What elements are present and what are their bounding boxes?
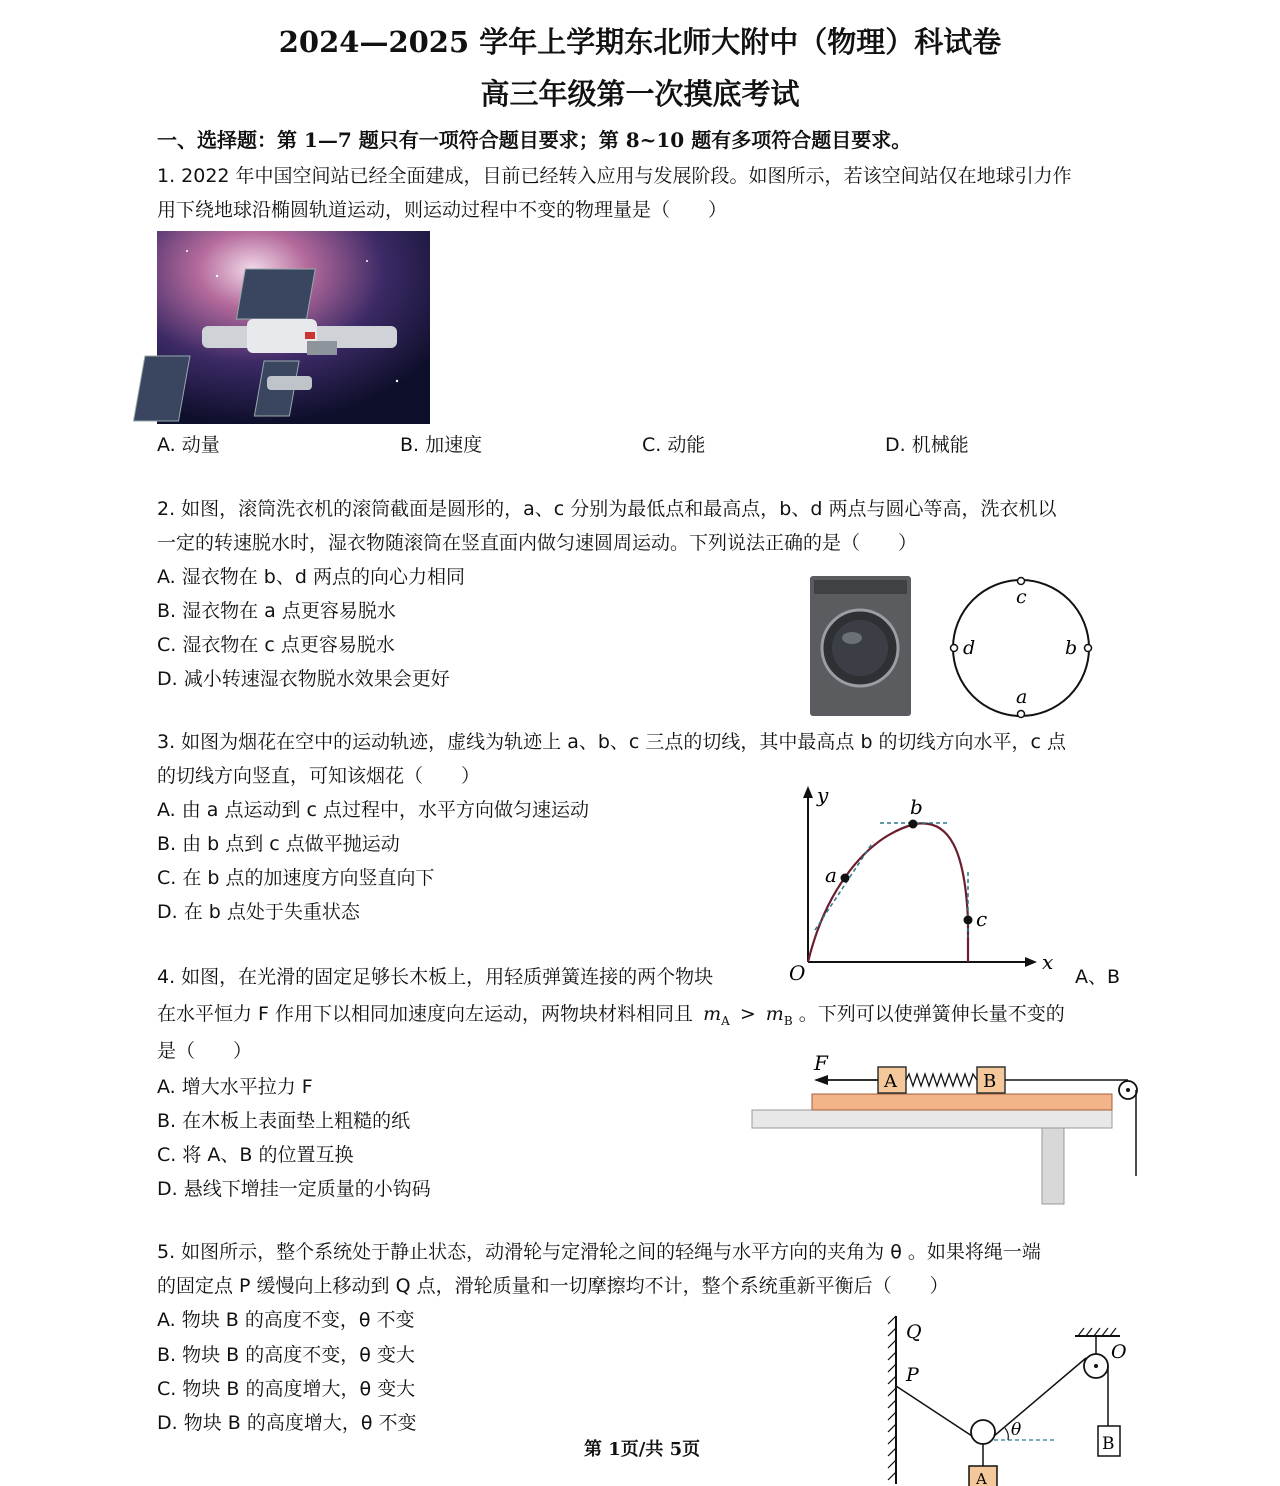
point-q-label: Q (906, 1321, 922, 1343)
firework-trajectory-diagram (785, 782, 1060, 987)
block-a-label: A (976, 1470, 987, 1486)
q4-line-2 (157, 1005, 1065, 1027)
q1-option-c: C. 动能 (642, 434, 706, 456)
point-b (909, 820, 918, 829)
x-axis-label: x (1042, 950, 1054, 974)
q4-line-2-tail: 。下列可以使弹簧伸长量不变的 (798, 1003, 1065, 1025)
page-number: 第 1页/共 5页 (584, 1439, 701, 1460)
q5-option-a: A. 物块 B 的高度不变，θ 不变 (157, 1309, 415, 1331)
block-a-label: A (884, 1071, 897, 1092)
q2-option-d: D. 减小转速湿衣物脱水效果会更好 (157, 668, 450, 690)
label-a: a (825, 863, 837, 887)
q4-line-2-text: 在水平恒力 F 作用下以相同加速度向左运动，两物块材料相同且 (157, 1003, 694, 1025)
q5-line-2: 的固定点 P 缓慢向上移动到 Q 点，滑轮质量和一切摩擦均不计，整个系统重新平衡后（ ） (157, 1275, 949, 1297)
greater-than: > (739, 1003, 756, 1025)
q2-option-b: B. 湿衣物在 a 点更容易脱水 (157, 600, 396, 622)
point-d-marker (951, 645, 958, 652)
q1-option-b: B. 加速度 (400, 434, 483, 456)
mass-a-subscript: A (721, 1013, 730, 1028)
q4-option-c: C. 将 A、B 的位置互换 (157, 1144, 354, 1166)
q4-line-3: 是（ ） (157, 1040, 253, 1062)
label-c: c (976, 907, 988, 931)
q1-option-d: D. 机械能 (885, 434, 969, 456)
q3-option-c: C. 在 b 点的加速度方向竖直向下 (157, 867, 435, 889)
spring-blocks-diagram (752, 1052, 1142, 1204)
point-p-label: P (906, 1364, 919, 1386)
q1-option-a: A. 动量 (157, 434, 220, 456)
point-b-marker (1085, 645, 1092, 652)
q4-line-1: 4. 如图，在光滑的固定足够长木板上，用轻质弹簧连接的两个物块 (157, 966, 714, 988)
pulley-system-diagram (880, 1316, 1135, 1484)
spring (906, 1074, 977, 1086)
theta-label: θ (1011, 1420, 1022, 1440)
label-b: b (1065, 637, 1078, 659)
q3-line-1: 3. 如图为烟花在空中的运动轨迹，虚线为轨迹上 a、b、c 三点的切线，其中最高点 b 的切线方向水平，c 点 (157, 731, 1067, 753)
section-heading: 一、选择题：第 1—7 题只有一项符合题目要求；第 8~10 题有多项符合题目要求。 (157, 128, 912, 152)
point-c (964, 916, 973, 925)
point-c-marker (1018, 578, 1025, 585)
q5-option-b: B. 物块 B 的高度不变，θ 变大 (157, 1344, 415, 1366)
q1-line-1: 1. 2022 年中国空间站已经全面建成，目前已经转入应用与发展阶段。如图所示，若该空间站仅在地球引力作 (157, 165, 1072, 187)
mass-b (765, 1003, 793, 1028)
space-station-image (157, 231, 430, 424)
q2-option-a: A. 湿衣物在 b、d 两点的向心力相同 (157, 566, 465, 588)
exam-title: 2024—2025 学年上学期东北师大附中（物理）科试卷 (278, 25, 1002, 59)
point-a-marker (1018, 711, 1025, 718)
force-label: F (814, 1051, 828, 1075)
block-b-label: B (1102, 1434, 1115, 1454)
washing-machine-image (810, 576, 911, 716)
label-d: d (963, 637, 976, 659)
mass-a-symbol: m (703, 1003, 722, 1025)
label-b: b (910, 795, 923, 819)
q4-option-d: D. 悬线下增挂一定质量的小钩码 (157, 1178, 431, 1200)
block-b-label: B (983, 1071, 997, 1092)
label-a: a (1016, 686, 1028, 708)
mass-a (703, 1003, 730, 1028)
q2-option-c: C. 湿衣物在 c 点更容易脱水 (157, 634, 395, 656)
mass-b-subscript: B (783, 1013, 793, 1028)
exam-subtitle: 高三年级第一次摸底考试 (480, 77, 800, 111)
q5-option-d: D. 物块 B 的高度增大，θ 不变 (157, 1412, 417, 1434)
q2-line-2: 一定的转速脱水时，湿衣物随滚筒在竖直面内做匀速圆周运动。下列说法正确的是（ ） (157, 532, 918, 554)
q5-line-1: 5. 如图所示，整个系统处于静止状态，动滑轮与定滑轮之间的轻绳与水平方向的夹角为 θ 。如果将绳一端 (157, 1241, 1041, 1263)
q4-option-b: B. 在木板上表面垫上粗糙的纸 (157, 1110, 411, 1132)
q3-option-d: D. 在 b 点处于失重状态 (157, 901, 360, 923)
mass-b-symbol: m (765, 1003, 784, 1025)
y-axis-label: y (817, 783, 829, 807)
q1-line-2: 用下绕地球沿椭圆轨道运动，则运动过程中不变的物理量是（ ） (157, 199, 728, 221)
q2-line-1: 2. 如图，滚筒洗衣机的滚筒截面是圆形的，a、c 分别为最低点和最高点，b、d 两点与圆心等高，洗衣机以 (157, 498, 1057, 520)
label-c: c (1016, 586, 1027, 608)
movable-pulley (971, 1420, 995, 1444)
drum-cross-section-diagram (945, 575, 1095, 720)
q4-line-1-tail: A、B (1075, 966, 1121, 988)
origin-label: O (789, 961, 806, 985)
q3-line-2: 的切线方向竖直，可知该烟花（ ） (157, 765, 481, 787)
q3-option-a: A. 由 a 点运动到 c 点过程中，水平方向做匀速运动 (157, 799, 589, 821)
point-o-label: O (1111, 1341, 1127, 1363)
point-a (841, 874, 850, 883)
q3-option-b: B. 由 b 点到 c 点做平抛运动 (157, 833, 400, 855)
q4-option-a: A. 增大水平拉力 F (157, 1076, 313, 1098)
q5-option-c: C. 物块 B 的高度增大，θ 变大 (157, 1378, 416, 1400)
